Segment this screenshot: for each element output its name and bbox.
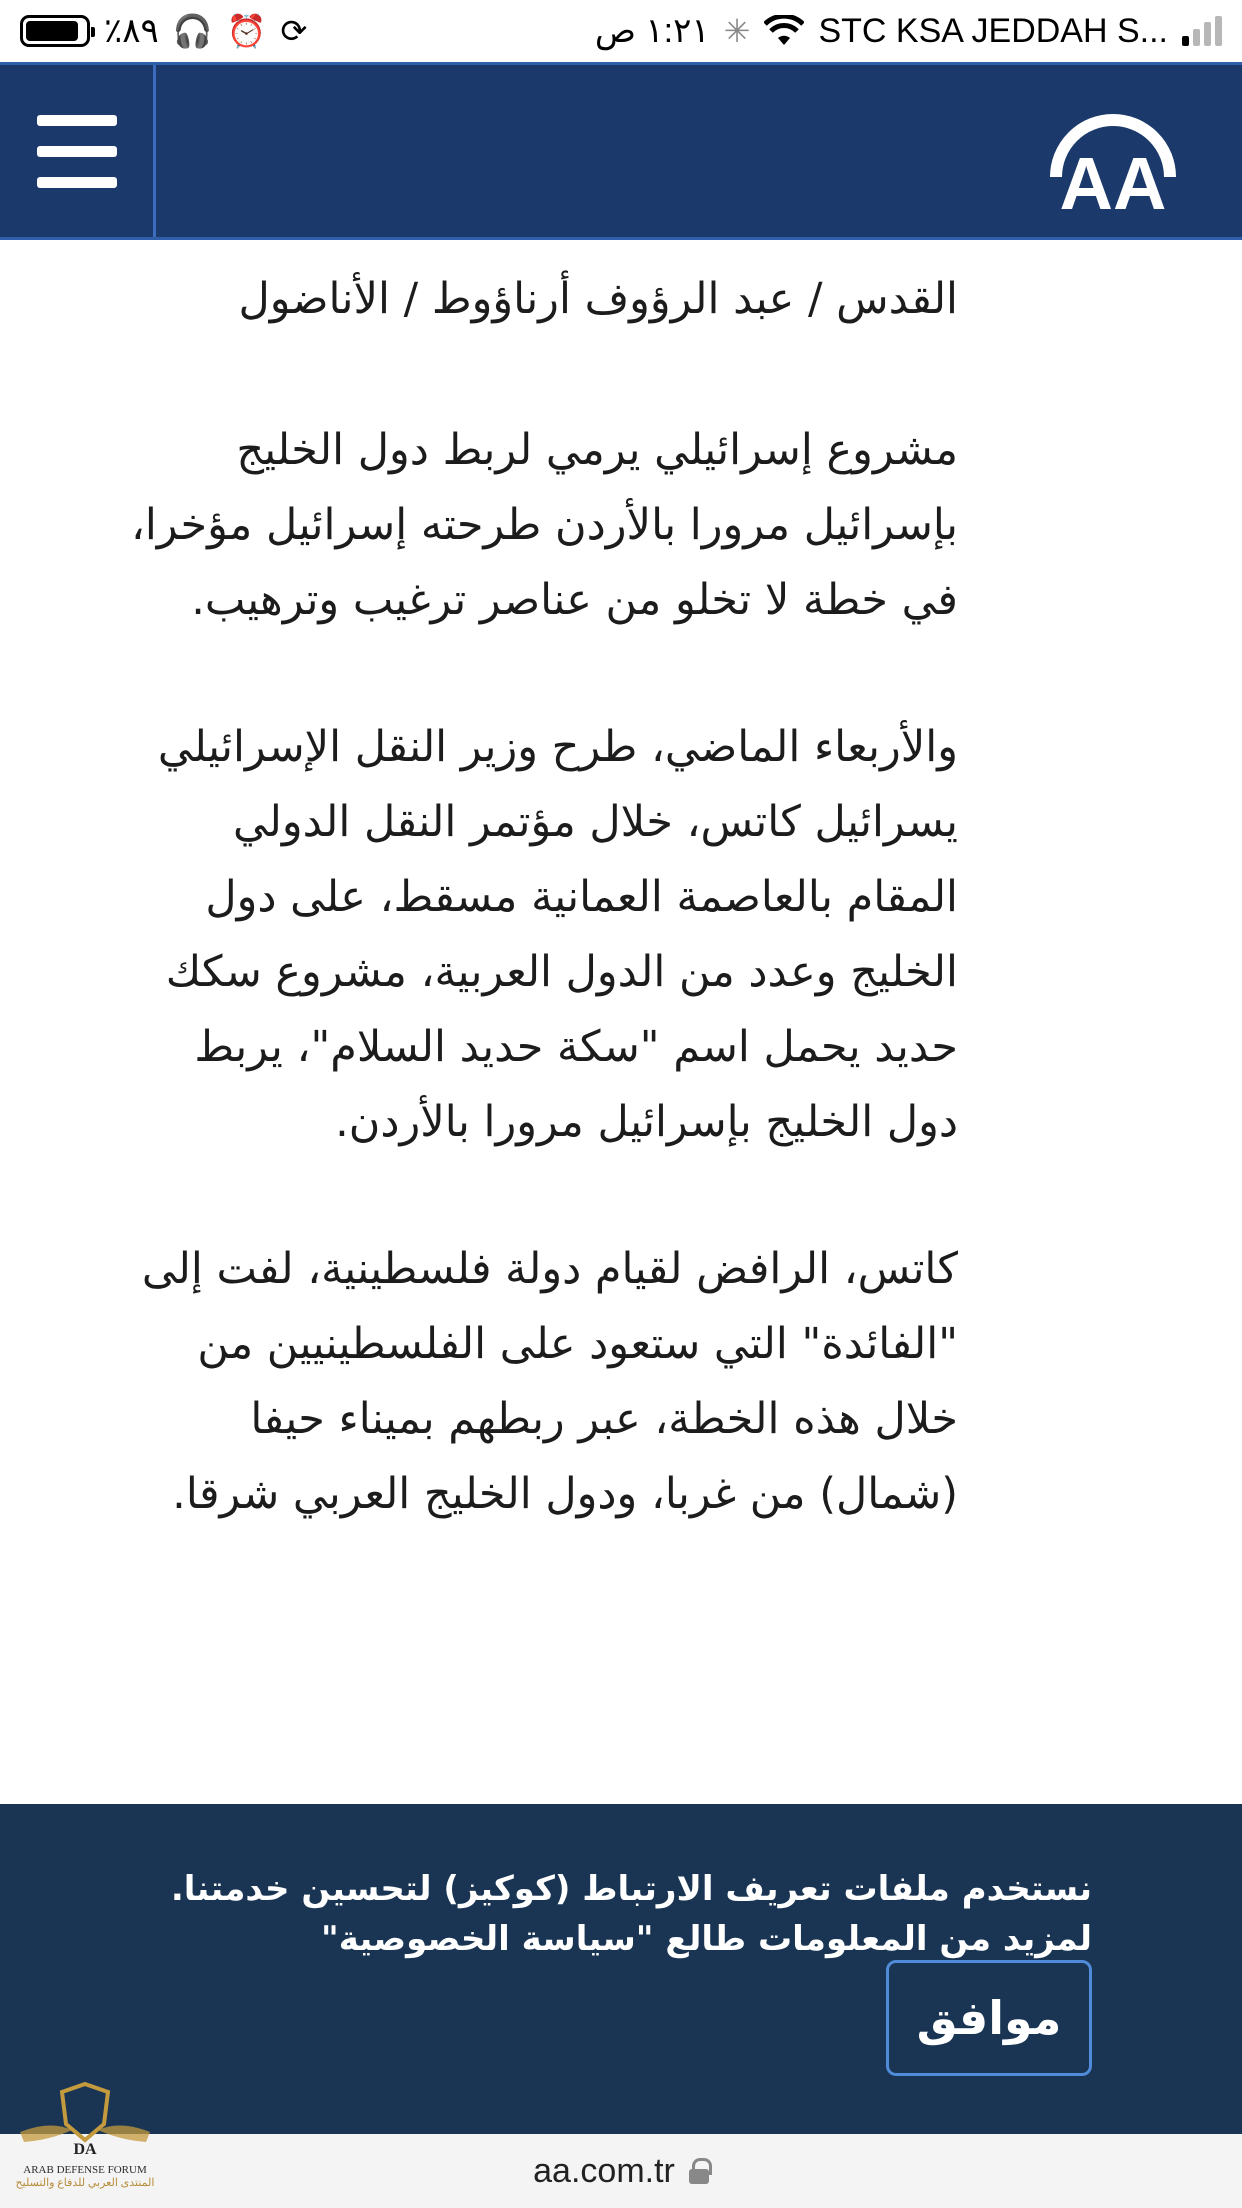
- menu-icon: [37, 115, 117, 126]
- site-header: [0, 62, 1242, 240]
- lock-icon: [689, 2158, 709, 2184]
- status-bar-right: [595, 11, 1222, 51]
- clock: ١:٢١ ص: [594, 12, 710, 50]
- battery-icon: [20, 15, 90, 47]
- watermark-line1: ARAB DEFENSE FORUM: [23, 2164, 147, 2176]
- headphones-icon: 🎧: [172, 13, 213, 49]
- url-text[interactable]: aa.com.tr: [533, 2151, 675, 2190]
- status-bar: [0, 0, 1242, 62]
- shield-wings-logo: [10, 2080, 160, 2160]
- anadolu-agency-logo[interactable]: [1046, 97, 1180, 215]
- watermark-mark: DA: [73, 2141, 97, 2158]
- wifi-icon: [764, 15, 804, 47]
- article-body: [110, 262, 958, 1604]
- logo-text: AA: [1059, 142, 1167, 215]
- menu-icon: [37, 177, 117, 188]
- article-byline: القدس / عبد الرؤوف أرناؤوط / الأناضول: [238, 274, 958, 324]
- watermark-line2: المنتدى العربي للدفاع والتسليح: [15, 2177, 155, 2189]
- cookie-agree-button[interactable]: موافق: [886, 1960, 1092, 2076]
- article-paragraph: مشروع إسرائيلي يرمي لربط دول الخليج بإسرائيل مرورا بالأردن طرحته إسرائيل مؤخرا، في خطة لا تخلو من عناصر ترغيب وترهيب.: [130, 425, 958, 625]
- article-paragraph: كاتس، الرافض لقيام دولة فلسطينية، لفت إلى "الفائدة" التي ستعود على الفلسطينيين من خلال هذه الخطة، عبر ربطهم بميناء حيفا (شمال) من غربا، ودول الخليج العربي شرقا.: [141, 1244, 958, 1519]
- rotation-lock-icon: ⟳: [280, 13, 308, 49]
- status-bar-left: [20, 11, 307, 51]
- alarm-icon: ⏰: [226, 13, 267, 49]
- browser-address-bar[interactable]: [0, 2134, 1242, 2208]
- cookie-message: نستخدم ملفات تعريف الارتباط (كوكيز) لتحسين خدمتنا. لمزيد من المعلومات طالع "سياسة الخصوصية": [170, 1869, 1092, 1959]
- loading-spinner-icon: ✳: [723, 13, 751, 49]
- forum-watermark: [0, 2080, 170, 2208]
- battery-fill: [26, 21, 78, 41]
- hamburger-menu-button[interactable]: [0, 65, 156, 237]
- article-paragraph: والأربعاء الماضي، طرح وزير النقل الإسرائيلي يسرائيل كاتس، خلال مؤتمر النقل الدولي المقام بالعاصمة العمانية مسقط، على دول الخليج وعدد من الدول العربية، مشروع سكك حديد يحمل اسم "سكة حديد السلام"، يربط دول الخليج بإسرائيل مرورا بالأردن.: [157, 722, 958, 1147]
- battery-percent: ٪٨٩: [104, 12, 159, 50]
- carrier-name: STC KSA JEDDAH S...: [818, 11, 1168, 50]
- menu-icon: [37, 146, 117, 157]
- cookie-consent-banner: [0, 1804, 1242, 2134]
- signal-strength-icon: [1182, 16, 1222, 46]
